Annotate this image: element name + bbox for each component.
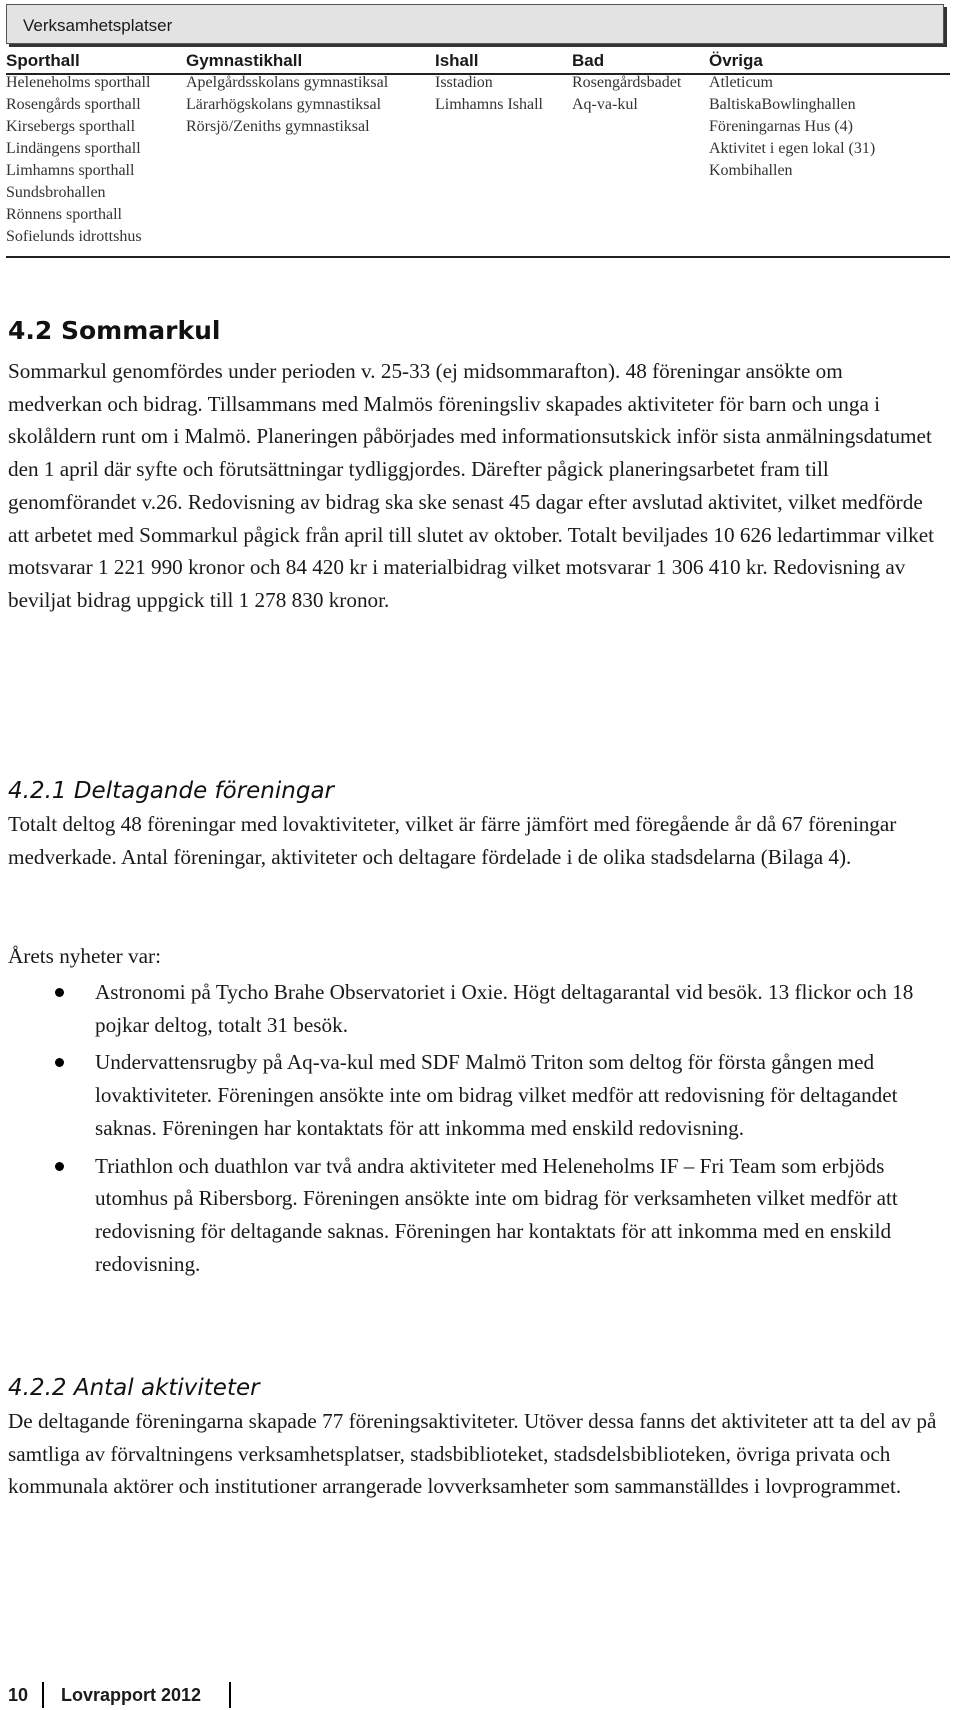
venue-column-sporthall — [6, 72, 150, 248]
deltagande-paragraph: Totalt deltog 48 föreningar med lovaktiviteter, vilket är färre jämfört med föregående år då 67 föreningar medverkade. Antal föreningar, aktiviteter och deltagare fördelade i de olika stadsdelarna (Bilaga 4). — [8, 812, 897, 869]
list-item: Atleticum — [709, 74, 773, 91]
venue-column-bad — [572, 72, 681, 116]
column-header-sporthall: Sporthall — [6, 51, 80, 70]
venue-column-ovriga — [709, 72, 875, 182]
page-number: 10 — [8, 1685, 29, 1705]
list-item — [8, 1046, 938, 1144]
list-item: Lärarhögskolans gymnastiksal — [186, 96, 382, 113]
list-item: Isstadion — [435, 74, 493, 91]
list-item: Kirsebergs sporthall — [6, 118, 136, 135]
list-item — [8, 976, 938, 1041]
table-divider — [6, 256, 950, 258]
list-item: Apelgårdsskolans gymnastiksal — [186, 74, 389, 91]
list-item: Rosengårds sporthall — [6, 96, 141, 113]
news-intro: Årets nyheter var: — [8, 944, 161, 968]
antal-paragraph: De deltagande föreningarna skapade 77 föreningsaktiviteter. Utöver dessa fanns det aktiviteter att ta del av på samtliga av förvaltningens verksamhetsplatser, stadsbiblioteket, stadsdelsbiblioteken, övriga privata och kommunala aktörer och institutioner arrangerade lovverksamheter som sammanställdes i lovprogrammet. — [8, 1409, 937, 1499]
column-header-bad: Bad — [572, 51, 605, 70]
bullet-text: Astronomi på Tycho Brahe Observatoriet i Oxie. Högt deltagarantal vid besök. 13 flickor och 18 pojkar deltog, totalt 31 besök. — [95, 980, 914, 1037]
list-item: BaltiskaBowlinghallen — [709, 96, 856, 113]
column-header-ishall: Ishall — [435, 51, 479, 70]
subsection-heading-deltagande: 4.2.1 Deltagande föreningar — [8, 778, 334, 804]
column-header-ovriga: Övriga — [709, 51, 763, 70]
list-item: Aktivitet i egen lokal (31) — [709, 140, 876, 157]
list-item: Aq-va-kul — [572, 96, 638, 113]
footer-divider — [229, 1682, 231, 1708]
bullet-icon — [55, 1058, 64, 1067]
news-list — [8, 976, 938, 1285]
list-item: Sofielunds idrottshus — [6, 228, 142, 245]
list-item: Limhamns Ishall — [435, 96, 543, 113]
bullet-icon — [55, 1162, 64, 1171]
section-heading-sommarkul: 4.2 Sommarkul — [8, 316, 221, 345]
list-item: Rosengårdsbadet — [572, 74, 682, 91]
list-item — [8, 1150, 938, 1281]
list-item: Heleneholms sporthall — [6, 74, 151, 91]
bullet-text: Undervattensrugby på Aq-va-kul med SDF Malmö Triton som deltog för första gången med lovaktiviteter. Föreningen ansökte inte om bidrag vilket medför att redovisning för deltagandet saknas. Föreningen har kontaktats för att inkomma med enskild redovisning. — [95, 1050, 898, 1140]
venue-box — [6, 4, 944, 44]
list-item: Limhamns sporthall — [6, 162, 135, 179]
footer-divider — [42, 1682, 44, 1708]
venue-column-ishall — [435, 72, 543, 116]
sommarkul-paragraph: Sommarkul genomfördes under perioden v. 25-33 (ej midsommarafton). 48 föreningar ansökte om medverkan och bidrag. Tillsammans med Malmös föreningsliv skapades aktiviteter för barn och unga i skolåldern runt om i Malmö. Planeringen påbörjades med informationsutskick inför sista anmälningsdatumet den 1 april där syfte och förutsättningar tydliggjordes. Därefter pågick planeringsarbetet fram till genomförandet v.26. Redovisning av bidrag ska ske senast 45 dagar efter avslutad aktivitet, vilket medförde att arbetet med Sommarkul pågick från april till slutet av oktober. Totalt beviljades 10 626 ledartimmar vilket motsvarar 1 221 990 kronor och 84 420 kr i materialbidrag vilket motsvarar 1 306 410 kr. Redovisning av beviljat bidrag uppgick till 1 278 830 kronor. — [8, 359, 935, 612]
column-header-gymnastikhall: Gymnastikhall — [186, 51, 303, 70]
subsection-heading-antal: 4.2.2 Antal aktiviteter — [8, 1375, 260, 1401]
list-item: Lindängens sporthall — [6, 140, 141, 157]
venue-column-gymnastikhall — [186, 72, 388, 138]
bullet-icon — [55, 988, 64, 997]
report-title: Lovrapport 2012 — [61, 1685, 202, 1705]
list-item: Sundsbrohallen — [6, 184, 106, 201]
list-item: Rönnens sporthall — [6, 206, 122, 223]
venue-box-title: Verksamhetsplatser — [23, 16, 173, 35]
list-item: Kombihallen — [709, 162, 793, 179]
bullet-text: Triathlon och duathlon var två andra aktiviteter med Heleneholms IF – Fri Team som erbjöds utomhus på Ribersborg. Föreningen ansökte inte om bidrag för verksamheten vilket medför att redovisning för deltagande saknas. Föreningen har kontaktats för att inkomma med en enskild redovisning. — [95, 1153, 898, 1276]
list-item: Föreningarnas Hus (4) — [709, 118, 853, 135]
list-item: Rörsjö/Zeniths gymnastiksal — [186, 118, 370, 135]
